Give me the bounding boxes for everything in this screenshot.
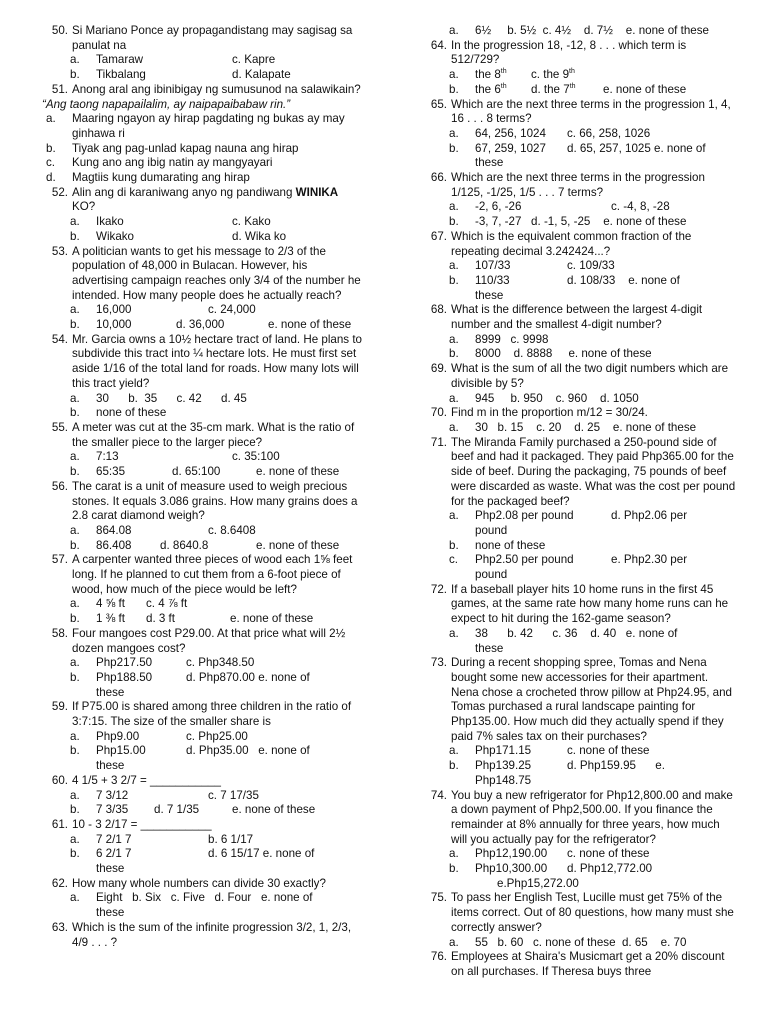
option-letter: a. (70, 597, 80, 611)
question-number: 64. (430, 38, 447, 52)
option-row (425, 127, 737, 142)
question-text: A carpenter wanted three pieces of wood each 1⅝ feet long. If he planned to cut them from a 6-foot piece of wood, how much of the piece would be left? (72, 553, 353, 596)
option-text: 6 2/1 7 (96, 847, 132, 861)
question-72 (425, 583, 737, 627)
option-letter: b. (70, 538, 80, 552)
option-row (46, 803, 364, 818)
option-row (46, 450, 364, 465)
option-row (425, 68, 737, 83)
option-text: c. none of these (567, 847, 650, 861)
question-number: 62. (51, 876, 68, 890)
option-text: Php139.25 (475, 759, 532, 773)
option-text: Tamaraw (96, 53, 144, 67)
option-letter: b. (70, 229, 80, 243)
option-row (425, 627, 737, 642)
option-text: e. none of these (232, 803, 316, 817)
option-text: e. none of these (230, 612, 314, 626)
question-number: 71. (430, 435, 447, 449)
question-number: 56. (51, 479, 68, 493)
question-text: Which is the sum of the infinite progression 3/2, 1, 2/3, 4/9 . . . ? (72, 920, 352, 949)
option-text: Php9.00 (96, 729, 140, 743)
ordinal-suffix: th (500, 82, 507, 90)
question-number: 67. (430, 229, 447, 243)
option-row (425, 539, 737, 554)
question-number: 50. (51, 24, 68, 37)
option-row (46, 303, 364, 318)
option-row (425, 392, 737, 407)
option-text: Php2.08 per pound (475, 509, 574, 523)
option-text: 10,000 (96, 318, 132, 332)
option-text: c. Kako (232, 215, 271, 229)
option-text: c. 66, 258, 1026 (567, 126, 651, 140)
option-letter: b. (70, 612, 80, 626)
option-text: -2, 6, -26 (475, 200, 522, 214)
question-text: Which is the equivalent common fraction of the repeating decimal 3.242424...? (451, 229, 692, 258)
option-row (425, 347, 737, 362)
question-53 (46, 245, 364, 304)
question-62 (46, 877, 364, 892)
option-text: -3, 7, -27 d. -1, 5, -25 e. none of these (475, 215, 687, 229)
question-number: 74. (430, 788, 447, 802)
question-text (72, 186, 364, 215)
option-text: 8999 c. 9998 (475, 332, 549, 346)
option-letter: a. (70, 891, 80, 905)
option-text: 38 b. 42 c. 36 d. 40 e. none of (475, 626, 678, 640)
ordinal-suffix: th (569, 82, 576, 90)
option-letter: a. (449, 847, 459, 861)
option-letter: b. (449, 759, 459, 773)
option-text: d. Kalapate (232, 68, 291, 82)
proverb-quote: “Ang taong napapailalim, ay naipapaibabaw rin.” (42, 97, 291, 111)
question-63 (46, 921, 364, 950)
option-row (46, 230, 364, 245)
question-52 (46, 186, 364, 215)
option-text: d. 65, 257, 1025 e. none of (567, 141, 706, 155)
question-text: The Miranda Family purchased a 250-pound side of beef and had it packaged. They paid Php365.00 for the side of beef. During the packaging, 75 pounds of beef were discarded as waste. What was the cost per pound for the packaged beef? (451, 435, 736, 508)
question-text: 10 - 3 2/17 = ___________ (72, 817, 212, 831)
option-text: Php12,190.00 (475, 847, 548, 861)
question-text: If a baseball player hits 10 home runs in the first 45 games, at the same rate how many home runs can he expect to hit during the 162-game season? (451, 582, 729, 626)
option-text: Magtiis kung dumarating ang hirap (72, 171, 250, 185)
question-73 (425, 656, 737, 744)
option-letter: a. (46, 112, 56, 126)
question-text: 4 1/5 + 3 2/7 = ___________ (72, 773, 221, 787)
question-text: Mr. Garcia owns a 10½ hectare tract of land. He plans to subdivide this tract into ¼ hectare lots. He must first set aside 1/16 of the total land for roads. How many lots will this tract yield? (72, 332, 362, 390)
option-row (425, 936, 737, 951)
option-letter: a. (449, 509, 459, 523)
question-text: Which are the next three terms in the progression 1, 4, 16 . . . 8 terms? (451, 97, 731, 126)
option-row (46, 597, 364, 612)
option-letter: a. (449, 24, 459, 37)
option-text: 65:35 (96, 465, 126, 479)
option-row (425, 862, 737, 877)
option-text: Wikako (96, 229, 135, 243)
option-row (46, 68, 364, 83)
question-55 (46, 421, 364, 450)
option-text: c. 7 17/35 (208, 788, 259, 802)
option-text: Php2.50 per pound (475, 553, 574, 567)
option-text: e. Php2.30 per (611, 553, 688, 567)
option-text: d. 7 1/35 (154, 803, 200, 817)
option-text: e. none of these (603, 82, 687, 96)
question-number: 51. (51, 82, 68, 96)
option-text: c. Php25.00 (186, 729, 248, 743)
option-row (425, 421, 737, 436)
question-number: 59. (51, 700, 68, 714)
option-text: the 8 (475, 68, 501, 82)
question-text-part: KO? (72, 200, 96, 214)
question-58 (46, 627, 364, 656)
option-text: c. Kapre (232, 53, 276, 67)
option-text: c. 35:100 (232, 450, 280, 464)
option-text: 86.408 (96, 538, 132, 552)
option-letter: a. (449, 744, 459, 758)
question-number: 69. (430, 362, 447, 376)
option-text: 16,000 (96, 303, 132, 317)
question-text: In the progression 18, -12, 8 . . . which term is 512/729? (451, 38, 687, 67)
option-row (425, 200, 737, 215)
option-text: Tiyak ang pag-unlad kapag nauna ang hirap (72, 141, 299, 155)
question-text: A politician wants to get his message to 2/3 of the population of 48,000 in Bulacan. However, his advertising campaign reaches only 3/4 of the number he intended. How many people does he actually reach? (72, 244, 361, 302)
question-56 (46, 480, 364, 524)
option-text: d. 6 15/17 e. none of (208, 847, 315, 861)
option-continuation: these (475, 156, 504, 170)
question-number: 58. (51, 626, 68, 640)
question-number: 70. (430, 406, 447, 420)
option-text: 107/33 (475, 259, 511, 273)
option-letter: b. (70, 803, 80, 817)
option-letter: a. (449, 626, 459, 640)
left-column (42, 24, 364, 950)
option-text: none of these (96, 406, 167, 420)
ordinal-suffix: th (500, 68, 507, 76)
question-67 (425, 230, 737, 259)
option-text: Tikbalang (96, 68, 146, 82)
question-text: What is the difference between the largest 4-digit number and the smallest 4-digit number? (451, 303, 703, 332)
option-row (46, 744, 364, 759)
option-row (425, 215, 737, 230)
option-text: Maaring ngayon ay hirap pagdating ng bukas ay may ginhawa ri (72, 112, 345, 140)
option-letter: b. (70, 318, 80, 332)
option-text: 55 b. 60 c. none of these d. 65 e. 70 (475, 935, 687, 949)
option-text: d. Php35.00 e. none of (186, 744, 310, 758)
option-letter: a. (70, 729, 80, 743)
option-letter: a. (449, 420, 459, 434)
option-row (46, 156, 364, 171)
option-text: Php217.50 (96, 656, 153, 670)
ordinal-suffix: th (569, 68, 575, 76)
question-74 (425, 789, 737, 848)
option-continuation: these (96, 862, 125, 876)
question-65 (425, 98, 737, 127)
question-59 (46, 700, 364, 729)
question-text: During a recent shopping spree, Tomas and Nena bought some new accessories for their apartment. Nena chose a crocheted throw pillow at Php24.95, and Tomas purchased a rural landscape painting for Php135.00. How much did they actually spend if they paid 7% sales tax on their purchases? (451, 656, 733, 743)
option-letter: a. (70, 523, 80, 537)
option-text: 8000 d. 8888 e. none of these (475, 347, 652, 361)
question-text: Anong aral ang ibinibigay ng sumusunod na salawikain? (72, 82, 361, 96)
option-text: Kung ano ang ibig natin ay mangyayari (72, 156, 273, 170)
option-text: d. Php12,772.00 (567, 862, 653, 876)
option-row (46, 891, 364, 906)
option-letter: b. (449, 82, 459, 96)
question-76 (425, 950, 737, 979)
option-text: 4 ⅝ ft (96, 597, 126, 611)
question-60 (46, 774, 364, 789)
question-57 (46, 553, 364, 597)
question-number: 63. (51, 920, 68, 934)
question-text: How many whole numbers can divide 30 exactly? (72, 876, 326, 890)
option-letter: b. (449, 862, 459, 876)
question-number: 72. (430, 582, 447, 596)
question-text-part: Alin ang di karaniwang anyo ng pandiwang (72, 185, 296, 199)
option-row (46, 671, 364, 686)
option-text: 110/33 (475, 273, 510, 287)
option-letter: b. (70, 406, 80, 420)
question-54 (46, 333, 364, 392)
option-text: d. 65:100 (172, 465, 221, 479)
question-number: 60. (51, 773, 68, 787)
question-number: 55. (51, 420, 68, 434)
option-continuation: these (96, 685, 125, 699)
option-letter: b. (70, 465, 80, 479)
question-text: To pass her English Test, Lucille must get 75% of the items correct. Out of 80 questions, how many must she correctly answer? (451, 891, 734, 934)
question-text: Si Mariano Ponce ay propagandistang may sagisag sa panulat na (72, 24, 353, 52)
option-text: 945 b. 950 c. 960 d. 1050 (475, 391, 639, 405)
option-text: d. 3 ft (146, 612, 176, 626)
option-continuation: these (96, 759, 125, 773)
option-letter: a. (70, 656, 80, 670)
question-51 (46, 83, 364, 98)
option-text: 64, 256, 1024 (475, 126, 546, 140)
question-70 (425, 406, 737, 421)
option-letter: b. (449, 273, 459, 287)
option-row (46, 465, 364, 480)
question-text: Employees at Shaira's Musicmart get a 20% discount on all purchases. If Theresa buys three (451, 950, 725, 978)
option-row (425, 274, 737, 289)
option-row (425, 759, 737, 774)
option-row (46, 789, 364, 804)
option-text: c. the 9 (531, 68, 570, 82)
option-letter: a. (449, 259, 459, 273)
question-75 (425, 891, 737, 935)
option-letter: b. (70, 847, 80, 861)
question-71 (425, 436, 737, 510)
option-text: c. none of these (567, 744, 650, 758)
option-row (46, 833, 364, 848)
option-text: Php10,300.00 (475, 862, 548, 876)
option-text: 7 3/35 (96, 803, 129, 817)
option-letter: a. (70, 788, 80, 802)
option-text: d. Php2.06 per (611, 509, 688, 523)
question-number: 61. (51, 817, 68, 831)
option-text: b. 6 1/17 (208, 832, 254, 846)
option-row (425, 83, 737, 98)
right-column (425, 24, 737, 980)
option-row (46, 53, 364, 68)
question-text: If P75.00 is shared among three children in the ratio of 3:7:15. The size of the smaller share is (72, 700, 352, 729)
question-number: 75. (430, 891, 447, 905)
option-text: 30 b. 35 c. 42 d. 45 (96, 391, 247, 405)
option-text: 1 ⅜ ft (96, 612, 126, 626)
question-number: 54. (51, 332, 68, 346)
option-text: Php171.15 (475, 744, 532, 758)
option-letter: a. (449, 200, 459, 214)
option-text: Php188.50 (96, 670, 153, 684)
option-letter: a. (449, 126, 459, 140)
option-row (46, 406, 364, 421)
option-text: 7:13 (96, 450, 119, 464)
question-text: What is the sum of all the two digit numbers which are divisible by 5? (451, 362, 729, 390)
option-row (425, 744, 737, 759)
option-letter: b. (449, 215, 459, 229)
option-letter: b. (70, 68, 80, 82)
option-text: c. 24,000 (208, 303, 256, 317)
option-text: 6½ b. 5½ c. 4½ d. 7½ e. none of these (475, 24, 709, 37)
option-continuation: e.Php15,272.00 (497, 876, 579, 890)
question-number: 57. (51, 553, 68, 567)
option-continuation: these (475, 641, 504, 655)
option-letter: a. (70, 391, 80, 405)
option-text: e. none of these (256, 538, 340, 552)
option-letter: b. (449, 347, 459, 361)
option-text: c. 8.6408 (208, 523, 256, 537)
option-letter: a. (449, 935, 459, 949)
option-row (46, 612, 364, 627)
option-continuation: Php148.75 (475, 773, 532, 787)
question-text: The carat is a unit of measure used to weigh precious stones. It equals 3.086 grains. How many grains does a 2.8 carat diamond weigh? (72, 479, 358, 523)
option-letter: b. (449, 141, 459, 155)
option-letter: c. (46, 156, 56, 170)
option-row (425, 259, 737, 274)
question-text: Find m in the proportion m/12 = 30/24. (451, 406, 648, 420)
option-letter: a. (449, 391, 459, 405)
option-text: 30 b. 15 c. 20 d. 25 e. none of these (475, 420, 697, 434)
question-number: 53. (51, 244, 68, 258)
option-letter: a. (70, 303, 80, 317)
option-row (425, 847, 737, 862)
option-text: e. none of these (268, 318, 352, 332)
option-row (46, 656, 364, 671)
question-number: 68. (430, 303, 447, 317)
option-letter: a. (70, 450, 80, 464)
option-text: 7 2/1 7 (96, 832, 132, 846)
option-text: d. Wika ko (232, 229, 287, 243)
option-continuation: these (475, 288, 504, 302)
option-text: 864.08 (96, 523, 132, 537)
option-letter: b. (46, 141, 56, 155)
option-text: c. 4 ⅞ ft (146, 597, 188, 611)
option-row (46, 539, 364, 554)
question-number: 73. (430, 656, 447, 670)
option-text: d. 36,000 (176, 318, 225, 332)
option-row (46, 730, 364, 745)
option-continuation: pound (475, 523, 508, 537)
option-row (425, 553, 737, 568)
question-61 (46, 818, 364, 833)
option-text: d. Php870.00 e. none of (186, 670, 310, 684)
question-64 (425, 39, 737, 68)
option-row (425, 142, 737, 157)
option-letter: a. (70, 215, 80, 229)
option-letter: d. (46, 171, 56, 185)
option-letter: a. (449, 68, 459, 82)
option-letter: b. (449, 538, 459, 552)
option-text: c. Php348.50 (186, 656, 255, 670)
option-row (46, 171, 364, 186)
option-row (425, 333, 737, 348)
option-text: 67, 259, 1027 (475, 141, 546, 155)
option-text: Ikako (96, 215, 124, 229)
question-number: 76. (430, 950, 447, 964)
question-text: You buy a new refrigerator for Php12,800.00 and make a down payment of Php2,500.00. If you finance the remainder at 8% annually for three years, how much will you actually pay for the refrigerator? (451, 788, 733, 846)
option-continuation: pound (475, 568, 508, 582)
option-row (46, 524, 364, 539)
option-text: d. the 7 (531, 82, 570, 96)
option-row (46, 847, 364, 862)
option-letter: a. (449, 332, 459, 346)
option-row (46, 215, 364, 230)
option-text: e. none of these (256, 465, 340, 479)
option-text: c. -4, 8, -28 (611, 200, 670, 214)
option-letter: b. (70, 670, 80, 684)
question-text: Four mangoes cost P29.00. At that price what will 2½ dozen mangoes cost? (72, 626, 346, 655)
option-letter: a. (70, 832, 80, 846)
option-row (46, 112, 364, 141)
question-66 (425, 171, 737, 200)
question-text: Which are the next three terms in the progression 1/125, -1/25, 1/5 . . . 7 terms? (451, 171, 705, 199)
question-text: A meter was cut at the 35-cm mark. What is the ratio of the smaller piece to the larger piece? (72, 420, 355, 449)
question-50 (46, 24, 364, 53)
option-letter: b. (70, 744, 80, 758)
option-text: none of these (475, 538, 546, 552)
option-text: c. 109/33 (567, 259, 615, 273)
question-number: 52. (51, 185, 68, 199)
option-row (425, 24, 737, 39)
quote-block (42, 97, 364, 113)
option-text: the 6 (475, 82, 501, 96)
option-text: 7 3/12 (96, 788, 129, 802)
question-68 (425, 303, 737, 332)
option-row (46, 142, 364, 157)
option-text: Php15.00 (96, 744, 146, 758)
option-row (425, 509, 737, 524)
option-continuation: these (96, 906, 125, 920)
option-row (46, 318, 364, 333)
question-number: 65. (430, 97, 447, 111)
option-row (46, 392, 364, 407)
question-69 (425, 362, 737, 391)
option-text: d. Php159.95 e. (567, 759, 665, 773)
option-letter: a. (70, 53, 80, 67)
option-text: d. 108/33 e. none of (567, 273, 680, 287)
option-letter: c. (449, 553, 459, 567)
option-text: Eight b. Six c. Five d. Four e. none of (96, 891, 313, 905)
option-text: d. 8640.8 (160, 538, 209, 552)
emphasized-word: WINIKA (295, 185, 339, 199)
question-number: 66. (430, 171, 447, 185)
